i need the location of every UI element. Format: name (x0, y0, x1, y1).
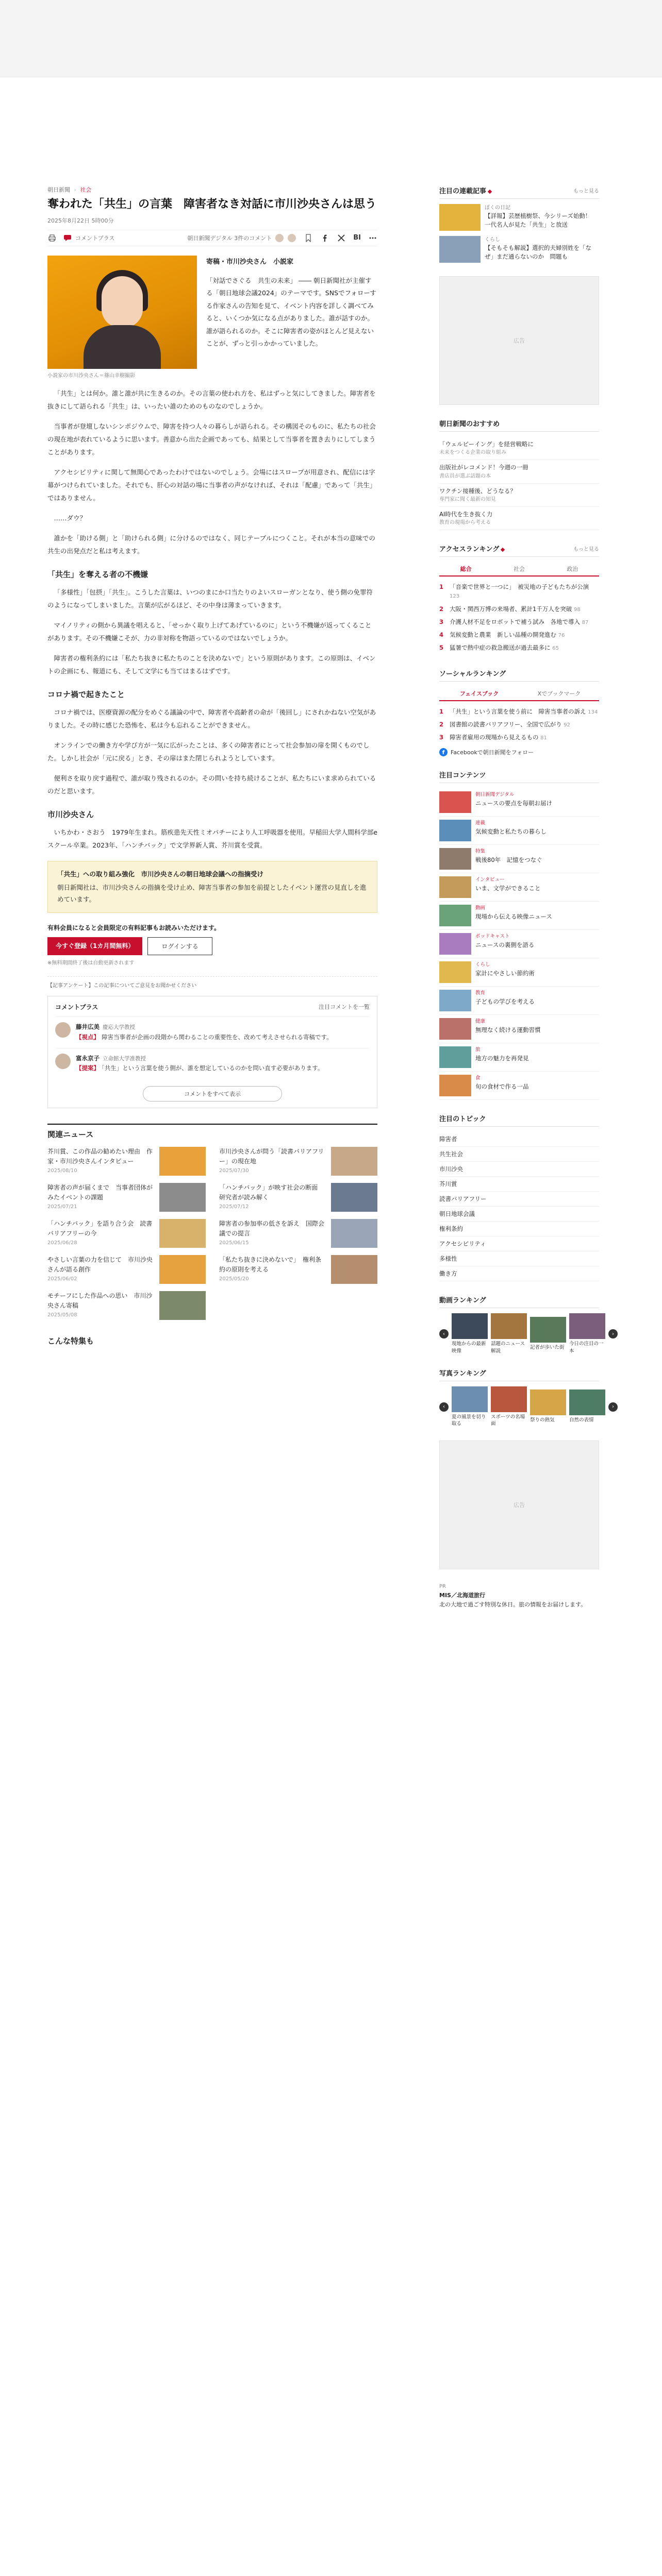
pr-label: PR (439, 1584, 446, 1590)
related-title: 障害者の声が届くまで 当事者団体がみたイベントの課題 (47, 1183, 153, 1201)
pickup-item[interactable] (439, 460, 599, 483)
featured-item[interactable] (439, 236, 599, 263)
related-title: 「ハンチバック」を語り合う会 読書バリアフリーの今 (47, 1219, 153, 1237)
content-label: 食 (475, 1075, 481, 1081)
paragraph: マイノリティの側から異議を唱えると、「せっかく取り上げてあげているのに」という不機嫌が返ってくることがあります。その不機嫌こそが、力の非対称を物語っているのではないでしょうか。 (47, 621, 372, 642)
related-title: 市川沙央さんが問う「読書バリアフリー」の現在地 (219, 1147, 324, 1165)
comment-list-link[interactable]: 注目コメントを一覧 (319, 1004, 370, 1011)
ranking-count: 92 (564, 722, 570, 728)
pr-text: 北の大地で過ごす特別な休日。旅の情報をお届けします。 (439, 1601, 587, 1608)
ad-slot[interactable]: 広告 (439, 276, 599, 405)
ranking-title: 「音楽で世界と一つに」 被災地の子どもたちが公演 (450, 583, 589, 590)
page (47, 77, 615, 1608)
featured-heading: 注目の連載記事 (439, 188, 487, 195)
carousel-card[interactable]: 現地からの最新映像 (452, 1313, 488, 1354)
topic-link[interactable]: 多様性 (439, 1251, 599, 1266)
video-ranking (439, 1295, 614, 1354)
ranking-heading: アクセスランキング (439, 546, 500, 553)
featured-item[interactable] (439, 204, 599, 231)
content-title: 現場から伝える映像ニュース (475, 912, 552, 920)
breadcrumb-section[interactable]: 社会 (80, 187, 92, 193)
topics-heading: 注目のトピック (439, 1115, 486, 1124)
ranking-title: 図書館の読書バリアフリー、全国で広がり (450, 720, 562, 728)
ranking-title: 気候変動と農業 新しい品種の開発進む (450, 631, 556, 638)
carousel-prev-icon[interactable]: ‹ (439, 1402, 449, 1412)
related-date: 2025/06/28 (47, 1240, 77, 1246)
promo-title: 「共生」への取り組み強化 市川沙央さんの朝日地球会議への指摘受け (57, 870, 264, 878)
profile-heading: 市川沙央さん (47, 809, 94, 819)
facebook-follow[interactable] (439, 748, 599, 756)
content-label: 動画 (475, 905, 486, 911)
commenter-role: 立命館大学准教授 (103, 1055, 146, 1062)
content-item[interactable] (439, 930, 599, 958)
content-title: 子どもの学びを考える (475, 997, 535, 1005)
diamond-icon (488, 190, 492, 194)
ranking-count: 76 (558, 633, 565, 638)
paragraph: コロナ禍では、医療資源の配分をめぐる議論の中で、障害者や高齢者の命が「後回し」にされかねない空気がありました。その時に感じた恐怖を、私は今も忘れることができません。 (47, 708, 376, 729)
related-item[interactable] (47, 1147, 206, 1176)
related-date: 2025/07/12 (219, 1204, 249, 1210)
pickup-item[interactable] (439, 507, 599, 530)
content-title: ニュースの要点を毎朝お届け (475, 799, 552, 807)
contents-heading: 注目コンテンツ (439, 772, 486, 780)
related-date: 2025/07/30 (219, 1168, 249, 1174)
topic-link[interactable]: 障害者 (439, 1132, 599, 1147)
ranking-count: 81 (540, 735, 547, 741)
carousel-next-icon[interactable]: › (608, 1402, 618, 1412)
content-thumbnail (439, 820, 471, 841)
pickups (439, 418, 599, 530)
content-thumbnail (439, 791, 471, 813)
pr-box[interactable] (439, 1583, 599, 1609)
comment-text: 「共生」という言葉を使う側が、誰を想定しているのかを問い直す必要があります。 (102, 1064, 324, 1072)
carousel-card[interactable]: 夏の風景を切り取る (452, 1386, 488, 1428)
comment-plus-label: コメントプラス (75, 234, 115, 242)
promo-box[interactable] (47, 861, 377, 913)
content-title: 地方の魅力を再発見 (475, 1054, 529, 1062)
article-date: 2025年8月22日 5時00分 (47, 217, 114, 224)
related-date: 2025/08/10 (47, 1168, 77, 1174)
pickup-title: 「ウェルビーイング」を経営戦略に (439, 440, 534, 448)
content-label: 教育 (475, 990, 486, 996)
content-item[interactable] (439, 1043, 599, 1072)
ranking-item[interactable]: 5 猛暑で熱中症の救急搬送が過去最多に 65 (439, 644, 559, 652)
breadcrumb-home[interactable]: 朝日新聞 (47, 187, 70, 193)
tab-society[interactable]: 社会 (513, 566, 525, 572)
hatena-share-button[interactable]: BI (353, 234, 361, 242)
featured-more-link[interactable]: もっと見る (573, 189, 599, 194)
content-thumbnail (439, 1075, 471, 1096)
carousel-card[interactable]: スポーツの名場面 (491, 1386, 527, 1428)
related-date: 2025/05/20 (219, 1276, 249, 1282)
paragraph: アクセシビリティに関して無関心であったわけではないのでしょう。会場にはスロープが用意され、配信には字幕がつけられていました。それでも、肝心の対話の場に当事者の声がなければ、それは「配慮」であって「共生」ではありません。 (47, 468, 376, 502)
featured-thumbnail (439, 236, 481, 263)
x-share-icon[interactable] (337, 233, 346, 243)
content-label: 特集 (475, 849, 486, 855)
comment-tag: 【提案】 (76, 1064, 100, 1072)
content-thumbnail (439, 961, 471, 983)
content-item[interactable] (439, 958, 599, 987)
commenter-name: 富永京子 (76, 1054, 100, 1062)
article-toolbar (47, 230, 377, 246)
content-title: 気候変動と私たちの暮らし (475, 827, 547, 835)
photo-ranking-heading: 写真ランキング (439, 1369, 486, 1378)
intro-text: 「対話でさぐる 共生の未来」 ―― 朝日新聞社が主催する「朝日地球会議2024」のテーマです。SNSでフォローする作家さんの告知を見て、イベント内容を詳しく調べてみると、いくつか気になる点がありました。誰が話すのか。誰が語られるのか。そこに障害者の姿がほとんど見えないことが、ずっと引っかかっていました。 (206, 277, 376, 347)
related-item[interactable] (219, 1255, 377, 1284)
related-news (47, 1124, 377, 1320)
print-icon[interactable] (47, 233, 57, 243)
pickup-title: ワクチン接種後、どうなる？ (439, 487, 516, 495)
related-date: 2025/07/21 (47, 1204, 77, 1210)
article-main (47, 185, 377, 1346)
content-item[interactable] (439, 817, 599, 845)
comment-plus-box (47, 996, 377, 1108)
ranking-count: 134 (588, 709, 598, 715)
content-item[interactable] (439, 788, 599, 817)
ranking-tabs (439, 562, 599, 577)
carousel-prev-icon[interactable]: ‹ (439, 1329, 449, 1338)
ranking-item[interactable]: 2 大阪・関西万博の来場者、累計1千万人を突破 98 (439, 605, 581, 613)
ranking-title: 「共生」という言葉を使う前に 障害当事者の訴え (450, 707, 586, 715)
related-thumbnail (331, 1219, 377, 1248)
content-thumbnail (439, 848, 471, 870)
carousel-card[interactable]: 今日の注目の一本 (569, 1313, 605, 1354)
related-title: モチーフにした作品への思い 市川沙央さん寄稿 (47, 1292, 153, 1309)
profile-text: いちかわ・さおう 1979年生まれ。筋疾患先天性ミオパチーにより人工呼吸器を使用。早稲田大学人間科学部eスクール卒業。2023年、「ハンチバック」で文学界新人賞、芥川賞を受賞。 (47, 828, 378, 849)
related-thumbnail (159, 1255, 206, 1284)
content-thumbnail (439, 933, 471, 955)
tab-x-bookmark[interactable]: Xでブックマーク (537, 690, 581, 697)
comment-count: 朝日新聞デジタル 3件のコメント (187, 234, 272, 242)
pickup-sub: 専門家に聞く最新の知見 (439, 496, 496, 502)
tab-facebook[interactable]: フェイスブック (459, 690, 499, 697)
topic-link[interactable]: 共生社会 (439, 1147, 599, 1162)
ranking-count: 123 (450, 594, 460, 600)
paywall-title: 有料会員になると会員限定の有料記事もお読みいただけます。 (47, 924, 221, 932)
content-item[interactable] (439, 845, 599, 873)
sidebar (439, 185, 614, 1623)
ranking-item[interactable]: 3 介護人材不足をロボットで補う試み 各地で導入 87 (439, 618, 589, 625)
related-item[interactable] (47, 1219, 206, 1248)
related-item[interactable] (47, 1183, 206, 1212)
related-title: 「私たち抜きに決めないで」 権利条約の原則を考える (219, 1256, 322, 1273)
related-title: やさしい言葉の力を信じて 市川沙央さんが語る創作 (47, 1256, 153, 1273)
access-ranking (439, 544, 599, 655)
content-thumbnail (439, 905, 471, 926)
pickup-sub: 未来をつくる企業の取り組み (439, 450, 506, 456)
photo-ranking (439, 1368, 614, 1428)
paywall-note: ※無料期間終了後は自動更新されます (47, 960, 135, 967)
facebook-icon: f (439, 748, 448, 756)
content-item[interactable] (439, 1015, 599, 1043)
related-thumbnail (331, 1147, 377, 1176)
content-item[interactable] (439, 987, 599, 1015)
more-share-icon[interactable] (368, 233, 377, 243)
content-title: ニュースの裏側を語る (475, 941, 535, 948)
ranking-count: 98 (573, 606, 581, 613)
content-label: 健康 (475, 1019, 486, 1025)
comment-item[interactable] (55, 1048, 370, 1079)
featured-series (439, 185, 599, 263)
ranking-item[interactable]: 1 「音楽で世界と一つに」 被災地の子どもたちが公演 123 (439, 583, 589, 600)
featured-label: ぼくの日記 (485, 205, 510, 211)
ranking-more-link[interactable]: もっと見る (573, 547, 599, 552)
topic-link[interactable]: 芥川賞 (439, 1177, 599, 1192)
pickup-item[interactable] (439, 484, 599, 507)
comment-summary[interactable] (187, 233, 296, 243)
content-title: いま、文学ができること (475, 884, 541, 892)
comment-tag: 【視点】 (76, 1033, 100, 1041)
related-date: 2025/06/15 (219, 1240, 249, 1246)
featured-title: 【詳報】芸歴植樹祭、今シリーズ始動！ 一代名人が見た「共生」と放送 (485, 212, 597, 229)
avatar (287, 233, 296, 243)
related-item[interactable] (219, 1147, 377, 1176)
ranking-item[interactable]: 2 図書館の読書バリアフリー、全国で広がり 92 (439, 720, 570, 728)
pickup-title: 出版社がレコメンド！今週の一冊 (439, 464, 528, 471)
comment-icon (63, 233, 72, 243)
avatar (275, 233, 284, 243)
ranking-title: 介護人材不足をロボットで補う試み 各地で導入 (450, 618, 580, 625)
ranking-title: 猛暑で熱中症の救急搬送が過去最多に (450, 644, 551, 652)
special-heading: こんな特集も (47, 1336, 94, 1346)
survey-link[interactable]: 【記事アンケート】この記事についてご意見をお聞かせください (47, 976, 377, 989)
related-title: 芥川賞、この作品の勧めたい理由 作家・市川沙央さんインタビュー (47, 1147, 153, 1165)
pickup-sub: 教育の現場から考える (439, 520, 491, 526)
bookmark-icon[interactable] (304, 233, 313, 243)
article-title: 奪われた「共生」の言葉 障害者なき対話に市川沙央さんは思う (47, 197, 377, 211)
related-title: 障害者の参加率の低さを訴え 国際会議での提言 (219, 1219, 325, 1237)
content-label: インタビュー (475, 877, 505, 883)
paragraph: 誰かを「助ける側」と「助けられる側」に分けるのではなく、同じテーブルにつくこと。それが本当の意味での共生の出発点だと私は考えます。 (47, 534, 375, 555)
topic-link[interactable]: 読書バリアフリー (439, 1192, 599, 1207)
related-thumbnail (331, 1183, 377, 1212)
special-section (47, 1335, 377, 1346)
promo-text: 朝日新聞社は、市川沙央さんの指摘を受け止め、障害当事者の参加を前提としたイベント運営の見直しを進めています。 (57, 884, 367, 903)
author-photo[interactable] (47, 256, 197, 369)
section-heading: 「共生」を奪える者の不機嫌 (47, 569, 148, 579)
paragraph: ……ダウ？ (54, 514, 87, 522)
show-all-comments-button[interactable]: コメントをすべて表示 (143, 1086, 282, 1101)
paragraph: オンラインでの働き方や学び方が一気に広がったことは、多くの障害者にとって社会参加の扉を開くものでした。しかし社会が「元に戻る」とき、その扉はまた閉じられようとしています。 (47, 741, 370, 762)
related-date: 2025/06/02 (47, 1276, 77, 1282)
topic-link[interactable]: アクセシビリティ (439, 1236, 599, 1251)
related-date: 2025/05/08 (47, 1312, 77, 1318)
comment-text: 障害当事者が企画の段階から関わることの重要性を、改めて考えさせられる寄稿です。 (102, 1033, 333, 1041)
article-lead (47, 256, 377, 379)
breadcrumb: 朝日新聞 › 社会 (47, 187, 92, 193)
content-thumbnail (439, 876, 471, 898)
content-thumbnail (439, 990, 471, 1011)
paragraph: 「共生」とは何か。誰と誰が共に生きるのか。その言葉の使われ方を、私はずっと気にしてきました。障害者を抜きにして語られる「共生」は、いったい誰のためのものなのでしょうか。 (47, 389, 376, 410)
article-body (47, 387, 377, 852)
social-ranking (439, 668, 599, 757)
pickup-item[interactable] (439, 437, 599, 460)
ranking-item[interactable]: 1 「共生」という言葉を使う前に 障害当事者の訴え 134 (439, 707, 598, 715)
topic-link[interactable]: 市川沙央 (439, 1162, 599, 1177)
series-label: 寄稿・市川沙央さん 小説家 (206, 258, 294, 266)
related-thumbnail (159, 1219, 206, 1248)
paragraph: 当事者が登壇しないシンポジウムで、障害を持つ人々の暮らしが語られる。その構図そのものに、私たちの社会の現在地が表れているように思います。善意から出た企画であっても、結果として当事者を置き去りにしてしまうことがあります。 (47, 422, 376, 456)
facebook-follow-label: Facebookで朝日新聞をフォロー (451, 749, 534, 756)
pr-title: MIS／北海道旅行 (439, 1592, 485, 1599)
related-thumbnail (331, 1255, 377, 1284)
carousel-card[interactable]: 祭りの熱気 (530, 1389, 566, 1423)
avatar (55, 1022, 71, 1038)
content-title: 無理なく続ける運動習慣 (475, 1026, 541, 1033)
related-item[interactable] (219, 1183, 377, 1212)
commenter-name: 藤井広美 (76, 1023, 100, 1031)
video-ranking-heading: 動画ランキング (439, 1297, 486, 1305)
section-heading: コロナ禍で起きたこと (47, 689, 125, 699)
related-thumbnail (159, 1147, 206, 1176)
pickup-sub: 書店員が選ぶ話題の本 (439, 473, 491, 479)
content-thumbnail (439, 1046, 471, 1068)
login-button[interactable]: ログインする (147, 937, 212, 955)
comment-item[interactable] (55, 1016, 370, 1047)
ranking-count: 65 (552, 646, 559, 652)
carousel-next-icon[interactable]: › (608, 1329, 618, 1338)
content-label: 旅 (475, 1047, 481, 1053)
ranking-count: 87 (582, 619, 589, 625)
facebook-share-icon[interactable] (320, 233, 329, 243)
paragraph: 「多様性」「包摂」「共生」。こうした言葉は、いつのまにか口当たりのよいスローガンとなり、使う側の免罪符のようになってしまいました。言葉が広がるほど、その中身は薄まっていきます。 (47, 588, 373, 609)
content-thumbnail (439, 1018, 471, 1040)
related-item[interactable] (47, 1291, 206, 1320)
carousel-card[interactable]: 自然の表情 (569, 1389, 605, 1423)
carousel-card[interactable]: 話題のニュース解説 (491, 1313, 527, 1354)
byline (206, 256, 377, 268)
featured-title: 【そもそも解説】選択的夫婦別姓を「なぜ」まだ通らないのか 問題も (485, 244, 591, 261)
featured-thumbnail (439, 204, 481, 231)
content-label: 朝日新聞デジタル (475, 792, 515, 798)
related-item[interactable] (219, 1219, 377, 1248)
content-title: 旬の食材で作る一品 (475, 1082, 529, 1090)
content-title: 家計にやさしい節約術 (475, 969, 535, 977)
ranking-title: 障害者雇用の現場から見えるもの (450, 734, 539, 741)
paragraph: 便利さを取り戻す過程で、誰が取り残されるのか。その問いを持ち続けることが、私たちにいま求められているのだと思います。 (47, 774, 376, 795)
lead-photo-block (47, 256, 197, 379)
content-label: ポッドキャスト (475, 934, 510, 940)
comment-plus-link[interactable] (63, 233, 114, 243)
site-header-band (0, 0, 662, 77)
pickups-heading: 朝日新聞のおすすめ (439, 420, 500, 428)
commenter-role: 慶応大学教授 (103, 1024, 135, 1031)
topics-list (439, 1113, 599, 1281)
pickup-title: AI時代を生き抜く力 (439, 510, 493, 518)
related-heading: 関連ニュース (47, 1124, 377, 1140)
content-title: 戦後80年 記憶をつなぐ (475, 856, 542, 863)
content-item[interactable] (439, 1072, 599, 1100)
diamond-icon (501, 548, 505, 552)
ranking-item[interactable]: 3 障害者雇用の現場から見えるもの 81 (439, 734, 547, 741)
social-heading: ソーシャルランキング (439, 670, 506, 678)
ad-slot[interactable]: 広告 (439, 1440, 599, 1569)
content-label: くらし (475, 962, 490, 968)
avatar (55, 1054, 71, 1069)
carousel-card[interactable]: 記者が歩いた街 (530, 1317, 566, 1351)
topic-link[interactable]: 朝日地球会議 (439, 1207, 599, 1222)
related-thumbnail (159, 1183, 206, 1212)
tab-politics[interactable]: 政治 (567, 566, 578, 572)
topic-link[interactable]: 働き方 (439, 1266, 599, 1281)
photo-caption: 小説家の市川沙央さん＝篠山幸樹撮影 (47, 372, 135, 379)
featured-contents (439, 770, 599, 1100)
tab-overall[interactable]: 総合 (460, 566, 472, 572)
content-item[interactable] (439, 902, 599, 930)
content-item[interactable] (439, 873, 599, 902)
paywall (47, 923, 377, 966)
ranking-title: 大阪・関西万博の来場者、累計1千万人を突破 (450, 605, 572, 613)
featured-label: くらし (485, 237, 500, 243)
related-thumbnail (159, 1291, 206, 1320)
content-label: 連載 (475, 820, 486, 826)
topic-link[interactable]: 権利条約 (439, 1222, 599, 1236)
related-item[interactable] (47, 1255, 206, 1284)
related-title: 「ハンチバック」が映す社会の断面 研究者が読み解く (219, 1183, 324, 1201)
comment-box-title: コメントプラス (55, 1004, 98, 1011)
paragraph: 障害者の権利条約には「私たち抜きに私たちのことを決めないで」という原則があります。この原則は、イベントの企画にも、報道にも、そして文学にも当てはまるはずです。 (47, 654, 376, 675)
social-tabs (439, 687, 599, 701)
subscribe-button[interactable]: 今すぐ登録（1カ月間無料） (47, 937, 142, 955)
ranking-item[interactable]: 4 気候変動と農業 新しい品種の開発進む 76 (439, 631, 565, 638)
